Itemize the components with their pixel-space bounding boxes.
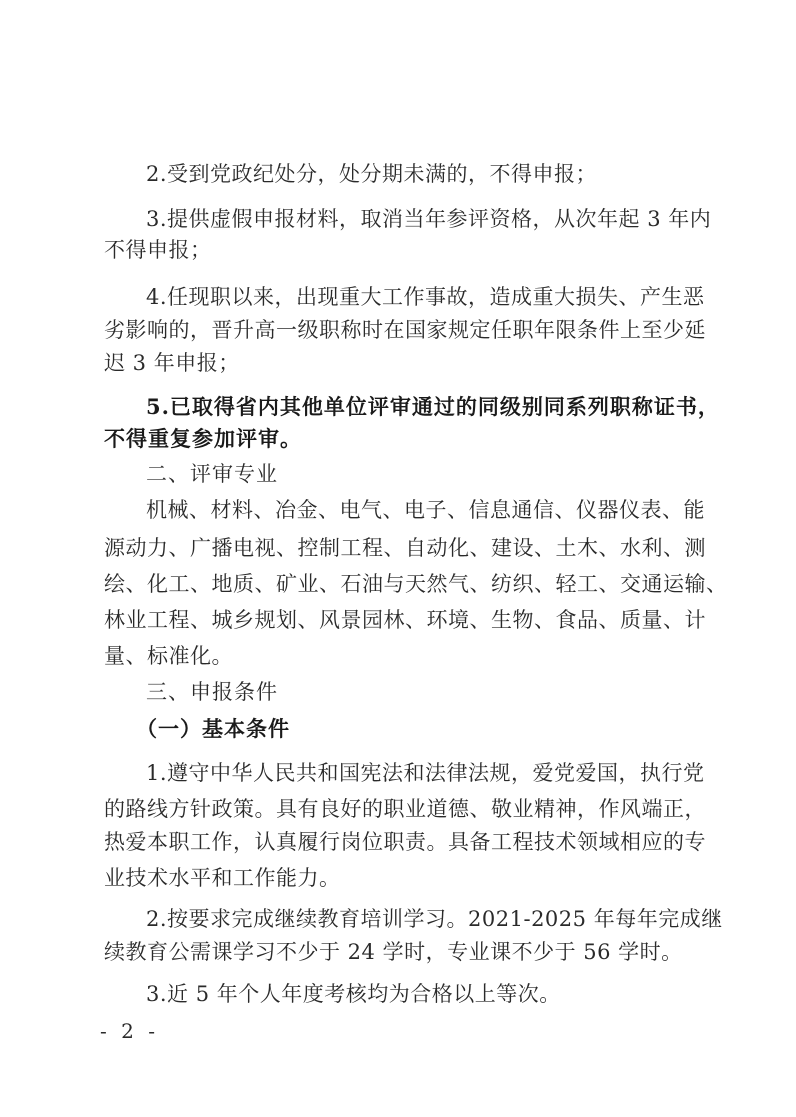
condition-3-line-1: 3.近 5 年个人年度考核均为合格以上等次。: [146, 982, 561, 1006]
section-2-heading: 二、评审专业: [146, 462, 278, 486]
paragraph-2-line-1: 2.受到党政纪处分，处分期未满的，不得申报；: [146, 162, 598, 186]
section-3-heading: 三、申报条件: [146, 680, 278, 704]
paragraph-4-line-3: 迟 3 年申报；: [104, 351, 240, 375]
paragraph-3-line-1: 3.提供虚假申报材料，取消当年参评资格，从次年起 3 年内: [146, 207, 712, 231]
condition-1-line-2: 的路线方针政策。具有良好的职业道德、敬业精神，作风端正，: [104, 797, 706, 821]
majors-line-5: 量、标准化。: [104, 644, 233, 668]
paragraph-5-line-2: 不得重复参加评审。: [104, 426, 302, 451]
condition-2-line-2: 续教育公需课学习不少于 24 学时，专业课不少于 56 学时。: [104, 940, 683, 964]
majors-line-2: 源动力、广播电视、控制工程、自动化、建设、土木、水利、测: [104, 536, 706, 560]
paragraph-4-line-2: 劣影响的，晋升高一级职称时在国家规定任职年限条件上至少延: [104, 318, 706, 342]
page-number: - 2 -: [100, 1019, 159, 1043]
majors-line-1: 机械、材料、冶金、电气、电子、信息通信、仪器仪表、能: [146, 498, 705, 522]
majors-line-4: 林业工程、城乡规划、风景园林、环境、生物、食品、质量、计: [104, 608, 706, 632]
condition-2-line-1: 2.按要求完成继续教育培训学习。2021-2025 年每年完成继: [146, 907, 723, 931]
majors-line-3: 绘、化工、地质、矿业、石油与天然气、纺织、轻工、交通运输、: [104, 572, 728, 596]
subsection-1-heading: （一）基本条件: [136, 716, 290, 741]
condition-1-line-3: 热爱本职工作，认真履行岗位职责。具备工程技术领域相应的专: [104, 830, 706, 854]
condition-1-line-1: 1.遵守中华人民共和国宪法和法律法规，爱党爱国，执行党: [146, 761, 705, 785]
paragraph-3-line-2: 不得申报；: [104, 238, 212, 262]
paragraph-5-line-1: 5.已取得省内其他单位评审通过的同级别同系列职称证书，: [146, 394, 720, 419]
condition-1-line-4: 业技术水平和工作能力。: [104, 866, 341, 890]
paragraph-4-line-1: 4.任现职以来，出现重大工作事故，造成重大损失、产生恶: [146, 285, 705, 309]
